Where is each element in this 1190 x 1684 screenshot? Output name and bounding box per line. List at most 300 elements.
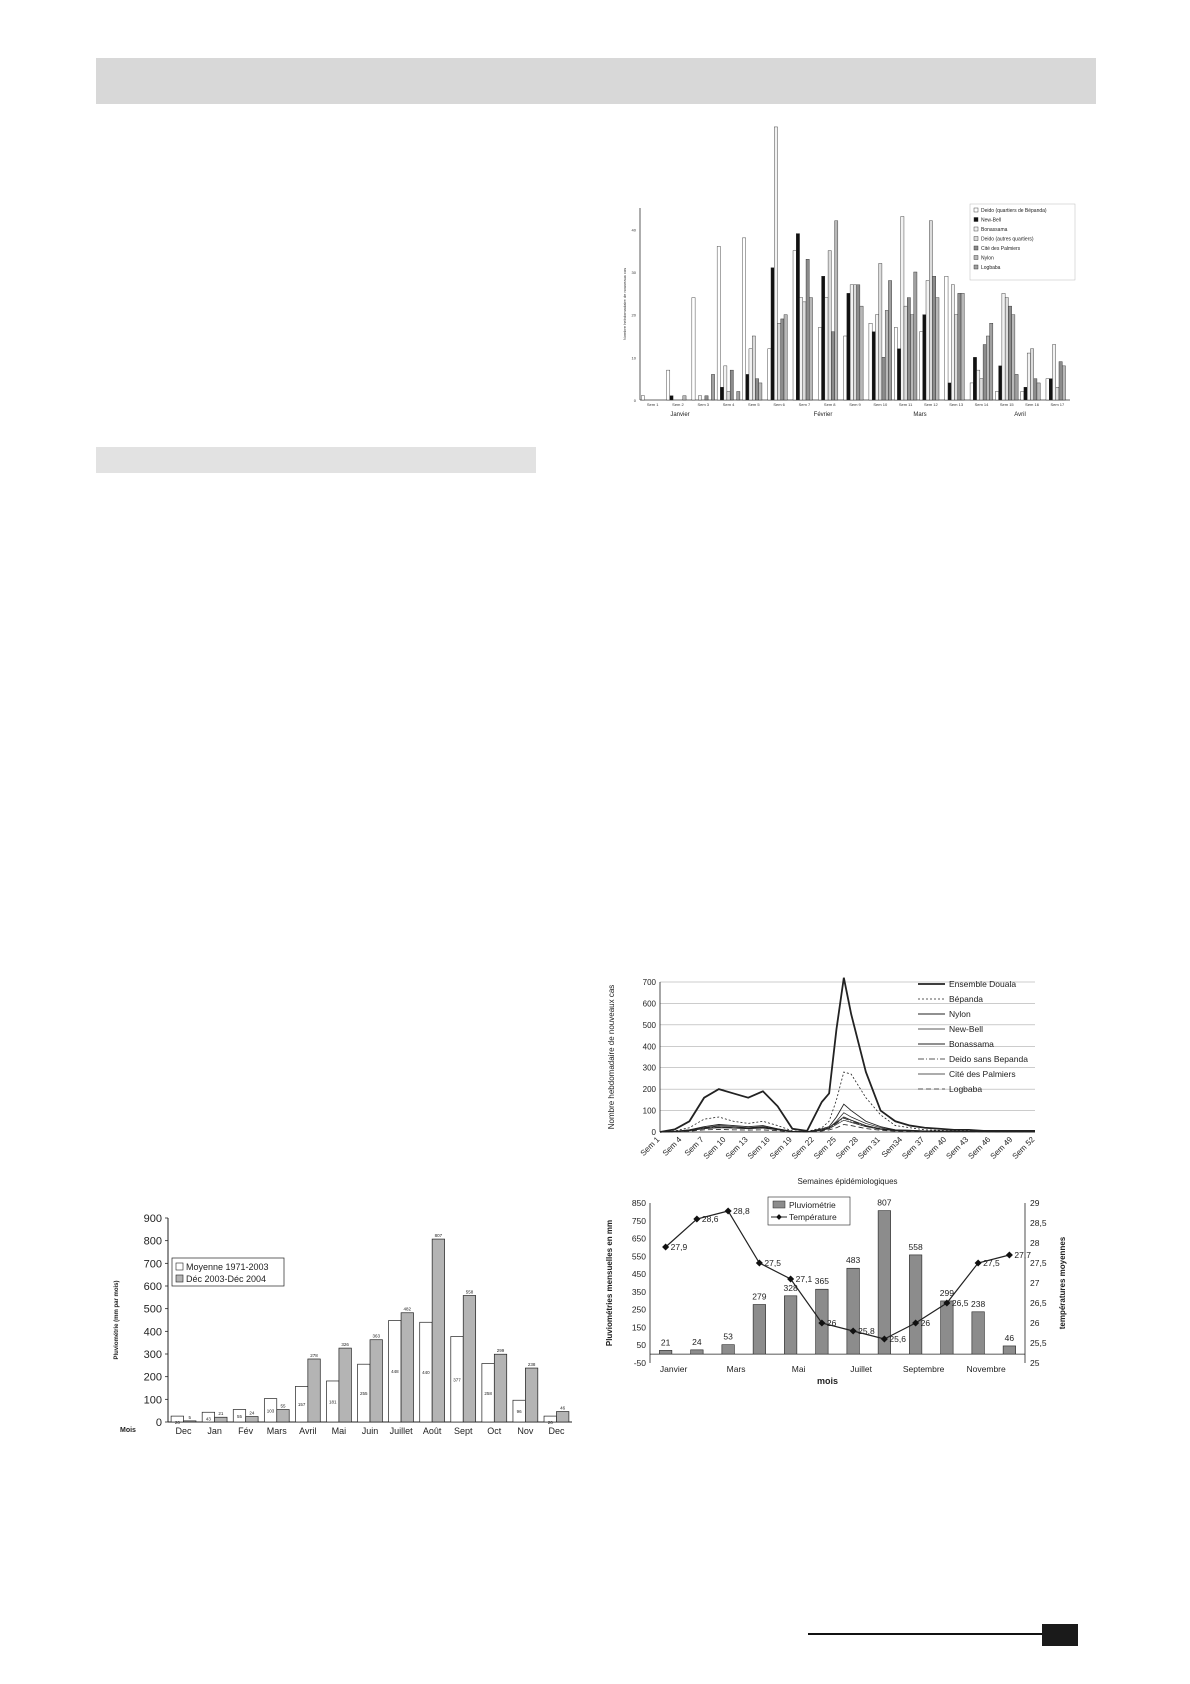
legend-swatch [773,1201,785,1208]
legend-swatch [974,218,978,222]
bar [1062,366,1065,400]
legend-swatch [974,246,978,250]
y2-tick-label: 26,5 [1030,1298,1047,1308]
bar [1003,1346,1016,1354]
page-number-box [1042,1624,1078,1646]
y-tick-label: 450 [631,1269,646,1280]
bar [749,349,752,400]
x-tick-label: Sem 6 [773,402,785,407]
bar [904,306,907,400]
x-tick-label: Fév [238,1426,254,1436]
bar [774,127,777,400]
bar [948,383,951,400]
x-tick-label: Oct [487,1426,502,1436]
bar [727,391,730,400]
temperature-label: 26 [826,1318,837,1328]
bar [759,383,762,400]
legend-entry: Cité des Palmiers [949,1069,1016,1079]
figure-rainfall-comparison [110,1210,580,1450]
x-tick-label: Dec [548,1426,565,1436]
bar [825,298,828,400]
bar [869,323,872,400]
y-tick-label: 10 [631,355,636,361]
y2-tick-label: 27 [1030,1278,1040,1288]
y-axis-label: Nombre hebdomadaire de nouveaux cas [622,267,627,341]
data-label: 5 [188,1414,192,1420]
data-label: 238 [971,1298,986,1309]
bar [308,1359,320,1422]
x-tick-label: Novembre [966,1364,1006,1374]
bar [667,370,670,400]
y-tick-label: 200 [642,1085,656,1095]
y2-tick-label: 26 [1030,1318,1040,1328]
y-tick-label: 800 [143,1235,162,1248]
bar [879,263,882,400]
y-tick-label: 600 [143,1281,162,1293]
figure-weekly-cases-by-district [620,200,1080,426]
data-label: 326 [341,1342,349,1348]
bar [1049,379,1052,400]
data-label: 278 [310,1352,318,1358]
temperature-label: 28,6 [701,1214,719,1224]
temperature-label: 26 [920,1318,931,1328]
x-tick-label: Mai [331,1426,347,1436]
data-label: 103 [266,1408,275,1414]
bar [768,349,771,400]
x-tick-label: Sem 15 [999,402,1014,407]
y2-tick-label: 25,5 [1030,1338,1047,1348]
bar [641,396,644,400]
y2-tick-label: 28,5 [1030,1218,1047,1228]
bar [1052,345,1055,400]
x-tick-label: Sem 13 [949,402,964,407]
x-tick-label: Sem 43 [944,1135,971,1161]
data-label: 55 [280,1403,286,1409]
x-tick-label: Sem 40 [922,1135,949,1161]
x-tick-label: Sem 52 [1010,1135,1037,1161]
bar [1005,298,1008,400]
data-label: 46 [560,1405,566,1411]
y-tick-label: 300 [143,1349,162,1361]
bar [784,1296,797,1354]
bar [926,281,929,400]
bar [722,1345,735,1354]
data-label: 255 [360,1391,368,1397]
bar [432,1239,444,1422]
bar [494,1354,506,1422]
x-tick-label: Janvier [659,1364,688,1374]
data-label: 96 [516,1409,522,1415]
bar [806,259,809,400]
bar [907,298,910,400]
bar [1056,387,1059,400]
x-tick-label: Sem 22 [789,1135,816,1161]
legend-entry: Température [789,1212,837,1222]
y-tick-label: 650 [631,1233,646,1244]
data-label: 26 [547,1420,553,1426]
data-label: 24 [249,1410,255,1416]
bar [818,327,821,400]
x-tick-label: Sem 10 [873,402,888,407]
bar [1008,306,1011,400]
data-label: 299 [939,1287,954,1298]
x-tick-label: Sem34 [879,1135,905,1160]
temperature-label: 25,8 [858,1326,875,1336]
data-label: 363 [372,1333,380,1339]
x-tick-label: Sem 16 [1025,402,1039,407]
bar [737,391,740,400]
bar [730,370,733,400]
x-tick-label: Sem 37 [900,1135,927,1161]
bar [1037,383,1040,400]
x-tick-label: Sem 9 [849,402,861,407]
x-tick-label: Sem 31 [856,1135,883,1161]
data-label: 238 [527,1362,536,1368]
data-label: 440 [422,1370,430,1376]
bar [983,345,986,400]
bar [803,302,806,400]
bar [835,221,838,400]
series-line [660,1072,1035,1132]
legend-swatch [974,256,978,260]
data-label: 279 [752,1291,767,1302]
y-axis-label: Nombre hebdomadaire de nouveaux cas [607,984,616,1130]
bar [401,1313,413,1422]
chart-weekly-cases-by-district [620,200,1080,426]
bar [809,298,812,400]
y-tick-label: 700 [642,978,656,987]
x-tick-label: Sem 4 [722,402,735,407]
bar [1015,374,1018,400]
x-tick-label: Sem 17 [1050,402,1065,407]
legend-entry: Pluviométrie [789,1200,836,1210]
y-tick-label: 900 [143,1213,162,1225]
bar [746,374,749,400]
bar [755,379,758,400]
header-bar [96,58,1096,104]
legend-swatch [176,1275,183,1282]
x-tick-label: Sem 19 [767,1135,794,1161]
bar [933,276,936,400]
legend-entry: Deido sans Bepanda [949,1054,1028,1064]
y-tick-label: 750 [631,1215,646,1226]
x-axis-label: mois [816,1376,839,1386]
bar [844,336,847,400]
bar [945,276,948,400]
legend-swatch [974,265,978,269]
bar [986,336,989,400]
bar [781,319,784,400]
x-tick-label: Sem 1 [646,402,659,407]
x-tick-label: Sem 46 [966,1135,993,1161]
bar [999,366,1002,400]
bar [720,387,723,400]
bar [882,357,885,400]
bar [980,379,983,400]
bar [339,1348,351,1422]
x-tick-label: Nov [517,1426,534,1436]
data-label: 807 [434,1233,443,1239]
bar [1059,362,1062,400]
legend-entry: Cité des Palmiers [981,246,1021,252]
month-label: Février [813,412,833,418]
data-label: 157 [297,1402,306,1408]
bar [796,234,799,400]
legend-entry: New-Bell [949,1024,984,1034]
data-label: 483 [846,1255,861,1266]
bar [878,1211,891,1354]
y-tick-label: 700 [143,1258,162,1271]
bar [894,327,897,400]
bar [853,285,856,400]
y-tick-label: 0 [633,398,636,403]
y-tick-label: 500 [642,1020,656,1030]
x-tick-label: Sem 49 [988,1135,1015,1161]
chart-rainfall-temperature [600,1195,1070,1400]
y-tick-label: 0 [155,1417,162,1429]
x-tick-label: Sem 10 [701,1135,728,1161]
bar [215,1417,227,1422]
bar [793,251,796,400]
bar [525,1368,537,1422]
bar [742,238,745,400]
y2-tick-label: 28 [1030,1238,1040,1248]
legend-entry: Bépanda [949,994,984,1004]
y-tick-label: 550 [631,1251,646,1262]
x-tick-label: Juillet [850,1364,872,1374]
month-label: Janvier [670,412,690,418]
bar [705,396,708,400]
bar [1027,353,1030,400]
section-bar [96,447,536,473]
x-tick-label: Sem 7 [682,1135,706,1158]
y-tick-label: 150 [631,1322,646,1333]
legend-entry: New-Bell [981,217,1002,224]
y-axis-label: Pluviométries mensuelles en mm [605,1219,614,1347]
y-tick-label: 500 [143,1303,162,1316]
bar [936,298,939,400]
bar [850,285,853,400]
bar [370,1340,382,1422]
data-label: 377 [453,1377,461,1383]
x-tick-label: Sem 14 [974,402,989,407]
legend-entry: Deido (quartiers de Bépanda) [981,208,1047,214]
x-tick-label: Mars [726,1364,746,1374]
bar [724,366,727,400]
x-tick-label: Jan [207,1426,222,1436]
x-tick-label: Sem 5 [748,402,760,407]
x-tick-label: Avril [299,1426,317,1436]
bar [752,336,755,400]
y-tick-label: 100 [143,1394,162,1407]
data-label: 258 [484,1390,492,1396]
data-label: 24 [692,1336,702,1347]
bar [929,221,932,400]
data-label: 482 [403,1306,412,1312]
legend-entry: Logbaba [949,1084,983,1094]
bar [1030,349,1033,400]
x-tick-label: Sem 1 [638,1135,662,1158]
data-label: 55 [236,1413,242,1419]
legend-swatch [974,227,978,231]
data-label: 21 [660,1337,671,1348]
x-axis-label: Mois [120,1427,136,1434]
bar [888,281,891,400]
y-tick-label: 100 [642,1106,656,1116]
bar [970,383,973,400]
legend-entry: Bonassama [949,1039,994,1049]
y-tick-label: 350 [631,1286,646,1297]
data-label: 46 [1004,1332,1015,1343]
bar [1002,293,1005,400]
bar [897,349,900,400]
bar [753,1305,766,1355]
x-tick-label: Sem 16 [745,1135,772,1161]
data-label: 558 [465,1289,474,1295]
x-tick-label: Mai [791,1364,806,1374]
figure-weekly-cases-line [600,970,1070,1195]
y-tick-label: 0 [651,1128,656,1137]
data-label: 448 [391,1369,399,1375]
x-tick-label: Sem 13 [723,1135,750,1161]
bar [872,332,875,400]
bar [951,285,954,400]
temperature-marker [1006,1251,1013,1258]
x-axis-label: Semaines épidémiologiques [797,1177,898,1186]
x-tick-label: Sem 2 [672,402,684,407]
temperature-label: 26,5 [951,1298,969,1308]
legend-entry: Logbaba [981,265,1001,271]
bar [961,293,964,400]
bar [659,1350,672,1354]
bar [875,315,878,400]
bar [901,217,904,400]
y-tick-label: 300 [642,1063,656,1073]
bar [692,298,695,400]
bar [923,315,926,400]
bar [670,396,673,400]
chart-weekly-cases-line [600,970,1070,1195]
bar [973,357,976,400]
bar [777,323,780,400]
legend-swatch [176,1263,183,1270]
bar [847,293,850,400]
bar [246,1417,258,1422]
bar [831,332,834,400]
bar [885,310,888,400]
y2-axis-label: températures moyennes [1058,1236,1067,1330]
legend-entry: Nylon [981,255,994,262]
temperature-label: 28,8 [733,1206,750,1216]
x-tick-label: Sem 12 [923,402,938,407]
y-tick-label: 250 [631,1304,646,1315]
bar [995,391,998,400]
bar [784,315,787,400]
bar [977,370,980,400]
legend-entry: Moyenne 1971-2003 [186,1262,269,1272]
bar [711,374,714,400]
bar [941,1301,954,1354]
data-label: 328 [783,1282,798,1293]
bar [857,285,860,400]
y-axis-label: Pluviométrie (mm par mois) [114,1280,120,1360]
x-tick-label: Sem 3 [697,402,710,407]
bar [184,1421,196,1422]
y-tick-label: 50 [636,1340,646,1351]
y-tick-label: 400 [143,1326,162,1339]
legend-swatch [974,208,978,212]
bar [955,315,958,400]
bar [800,298,803,400]
data-label: 43 [205,1416,211,1422]
temperature-label: 25,6 [889,1334,906,1344]
x-tick-label: Septembre [902,1364,945,1374]
data-label: 365 [814,1276,829,1287]
x-tick-label: Juin [361,1426,379,1436]
bar [1024,387,1027,400]
bar [691,1350,704,1354]
bar [914,272,917,400]
y-tick-label: 850 [631,1198,646,1208]
x-tick-label: Sem 7 [798,402,811,407]
y-tick-label: -50 [633,1358,646,1368]
x-tick-label: Août [422,1426,442,1436]
x-tick-label: Dec [175,1426,192,1436]
legend-entry: Nylon [949,1009,971,1019]
chart-rainfall-comparison [110,1210,580,1450]
month-label: Mars [913,412,927,418]
temperature-label: 27,7 [1014,1250,1031,1260]
x-tick-label: Sem 11 [898,402,913,407]
bar [683,396,686,400]
footer-rule [808,1633,1042,1635]
temperature-marker [725,1207,732,1214]
data-label: 299 [496,1348,505,1354]
bar [556,1412,568,1422]
y-tick-label: 20 [631,312,636,318]
bar [920,332,923,400]
x-tick-label: Sem 8 [823,402,836,407]
bar [847,1268,860,1354]
temperature-label: 27,5 [983,1258,1000,1268]
y-tick-label: 30 [631,270,636,275]
legend-entry: Ensemble Douala [949,979,1017,989]
bar [463,1296,475,1422]
data-label: 807 [877,1197,892,1208]
y-tick-label: 200 [143,1371,162,1384]
month-label: Avril [1014,412,1026,418]
temperature-label: 27,9 [670,1242,688,1252]
bar [958,293,961,400]
x-tick-label: Sept [453,1426,473,1436]
y-tick-label: 600 [642,999,656,1009]
legend-swatch [974,237,978,241]
y2-tick-label: 25 [1030,1358,1040,1368]
bar [822,276,825,400]
bar [1021,391,1024,400]
data-label: 181 [328,1399,337,1405]
bar [698,396,701,400]
x-tick-label: Mars [266,1426,287,1436]
y-tick-label: 400 [642,1042,656,1052]
temperature-label: 27,5 [764,1258,781,1268]
bar [1034,379,1037,400]
legend-entry: Déc 2003-Déc 2004 [186,1274,267,1284]
x-tick-label: Sem 25 [812,1135,838,1161]
bar [717,246,720,400]
y2-tick-label: 29 [1030,1198,1040,1208]
x-tick-label: Juillet [389,1426,413,1436]
